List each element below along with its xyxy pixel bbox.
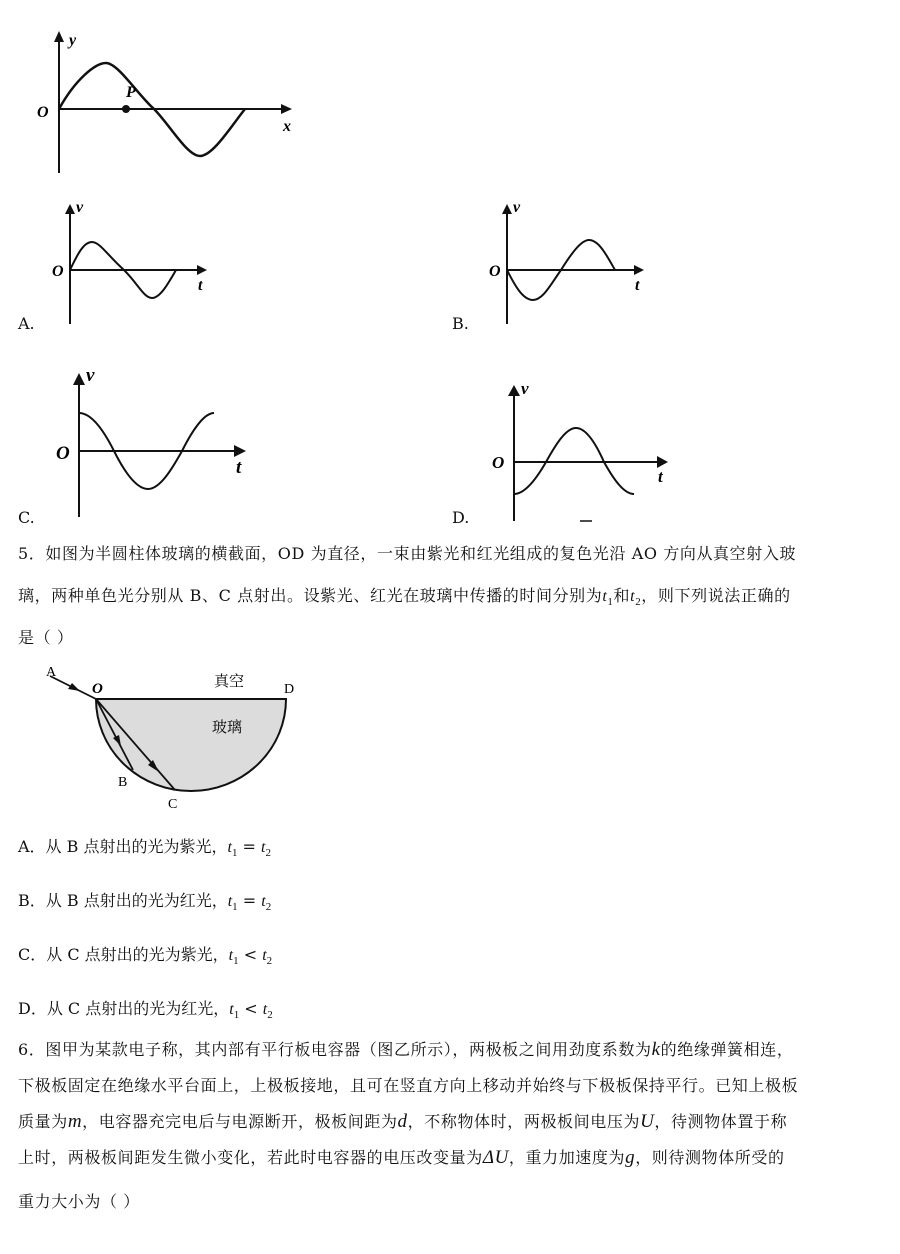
v-arrow bbox=[508, 385, 520, 396]
y-label: y bbox=[69, 32, 77, 49]
g-var: g bbox=[625, 1147, 636, 1168]
t2-var: $t_2$ bbox=[261, 893, 272, 913]
v-arrow bbox=[73, 373, 85, 385]
relation: = bbox=[242, 891, 257, 910]
option-c-label[interactable]: C. bbox=[18, 508, 35, 527]
v-label: v bbox=[521, 379, 529, 398]
v-label: v bbox=[76, 199, 84, 216]
relation: < bbox=[243, 945, 258, 964]
q6-line4-c: ，则待测物体所受的 bbox=[635, 1148, 785, 1167]
q5-line2-post: ，则下列说法正确的 bbox=[641, 586, 791, 605]
graph-b bbox=[485, 198, 655, 328]
q6-line1 bbox=[18, 1032, 793, 1068]
t2-var: $t_2$ bbox=[262, 947, 273, 967]
label-c: C bbox=[168, 797, 178, 812]
t-label: t bbox=[635, 277, 640, 294]
q6-line3-d: ，待测物体置于称 bbox=[654, 1112, 788, 1131]
q5-line1: 5．如图为半圆柱体玻璃的横截面，OD 为直径，一束由紫光和红光组成的复色光沿 AO 方向从真空射入玻 bbox=[18, 544, 797, 563]
label-b: B bbox=[118, 775, 128, 790]
q5-choice-a[interactable] bbox=[18, 834, 271, 859]
q5-choice-b[interactable] bbox=[18, 888, 271, 913]
q5-line2 bbox=[18, 578, 791, 620]
q6-line3-a: 质量为 bbox=[18, 1112, 68, 1131]
wave-figure-second-crest bbox=[20, 25, 310, 180]
d-var: d bbox=[397, 1111, 408, 1132]
label-d: D bbox=[284, 682, 295, 697]
label-vacuum: 真空 bbox=[214, 672, 245, 690]
graph-c bbox=[52, 365, 252, 520]
v-label: v bbox=[86, 365, 95, 386]
t1-var: $t_1$ bbox=[602, 588, 614, 608]
q6-line1-b: 的绝缘弹簧相连， bbox=[660, 1040, 794, 1059]
o-label: O bbox=[56, 443, 70, 464]
k-var: k bbox=[651, 1039, 661, 1060]
q6-line4 bbox=[18, 1140, 785, 1176]
label-o: O bbox=[92, 681, 103, 697]
relation: < bbox=[244, 999, 258, 1018]
q6-line3-c: ，不称物体时，两极板间电压为 bbox=[407, 1112, 641, 1131]
choice-text: A．从 B 点射出的光为紫光， bbox=[18, 837, 228, 856]
o-label: O bbox=[492, 453, 505, 472]
t-arrow bbox=[634, 265, 644, 275]
q6-line2: 下极板固定在绝缘水平台面上，上极板接地，且可在竖直方向上移动并始终与下极板保持平行。已知上极板 bbox=[18, 1076, 799, 1095]
q6-line1-a: 6．图甲为某款电子称，其内部有平行板电容器（图乙所示），两极板之间用劲度系数为 bbox=[18, 1040, 652, 1059]
t2-var: $t_2$ bbox=[262, 1001, 273, 1021]
v-arrow bbox=[65, 204, 75, 214]
ray-ao-arrow bbox=[68, 683, 80, 691]
wave-curve-second bbox=[154, 109, 240, 156]
q5-line2-pre: 璃，两种单色光分别从 B、C 点射出。设紫光、红光在玻璃中传播的时间分别为 bbox=[18, 586, 603, 605]
v-label: v bbox=[513, 199, 521, 216]
t1-var: $t_1$ bbox=[227, 893, 238, 913]
q6-line4-b: ，重力加速度为 bbox=[508, 1148, 626, 1167]
t1-var: $t_1$ bbox=[227, 839, 238, 859]
choice-text: C．从 C 点射出的光为紫光， bbox=[18, 945, 229, 964]
p-label: P bbox=[126, 84, 136, 101]
q5-choice-c[interactable] bbox=[18, 942, 272, 967]
t1-var: $t_1$ bbox=[229, 1001, 240, 1021]
q5-choice-d[interactable] bbox=[18, 996, 273, 1021]
t1-var: $t_1$ bbox=[228, 947, 239, 967]
delta-u-var: ΔU bbox=[482, 1147, 509, 1168]
u-var: U bbox=[640, 1111, 655, 1132]
option-d-label[interactable]: D. bbox=[452, 508, 470, 527]
t-label: t bbox=[658, 467, 663, 486]
t-label: t bbox=[236, 457, 242, 478]
m-var: m bbox=[67, 1111, 83, 1132]
glass-figure bbox=[40, 662, 310, 812]
q6-line3-b: ，电容器充完电后与电源断开，极板间距为 bbox=[82, 1112, 398, 1131]
option-b-label[interactable]: B. bbox=[452, 314, 469, 333]
t-arrow bbox=[197, 265, 207, 275]
relation: = bbox=[242, 837, 256, 856]
x-label: x bbox=[283, 118, 291, 135]
choice-text: D．从 C 点射出的光为红光， bbox=[18, 999, 230, 1018]
option-a-label[interactable]: A. bbox=[18, 314, 35, 333]
q6-line4-a: 上时，两极板间距发生微小变化，若此时电容器的电压改变量为 bbox=[18, 1148, 483, 1167]
o-label: O bbox=[489, 263, 501, 280]
v-arrow bbox=[502, 204, 512, 214]
o-label: O bbox=[52, 263, 64, 280]
q5-line3: 是（ ） bbox=[18, 628, 74, 647]
origin-label: O bbox=[37, 104, 49, 121]
label-a: A bbox=[46, 665, 57, 680]
q6-line5: 重力大小为（ ） bbox=[18, 1192, 140, 1211]
q6-line3 bbox=[18, 1104, 787, 1140]
q5-and: 和 bbox=[613, 586, 631, 605]
graph-d bbox=[488, 378, 678, 523]
label-glass: 玻璃 bbox=[212, 718, 243, 736]
t2-var: $t_2$ bbox=[261, 839, 271, 859]
t-arrow bbox=[234, 445, 246, 457]
graph-a bbox=[48, 198, 218, 328]
t2-var: $t_2$ bbox=[630, 588, 642, 608]
t-label: t bbox=[198, 277, 203, 294]
choice-text: B．从 B 点射出的光为红光， bbox=[18, 891, 228, 910]
wave-crest-2 bbox=[245, 63, 260, 109]
